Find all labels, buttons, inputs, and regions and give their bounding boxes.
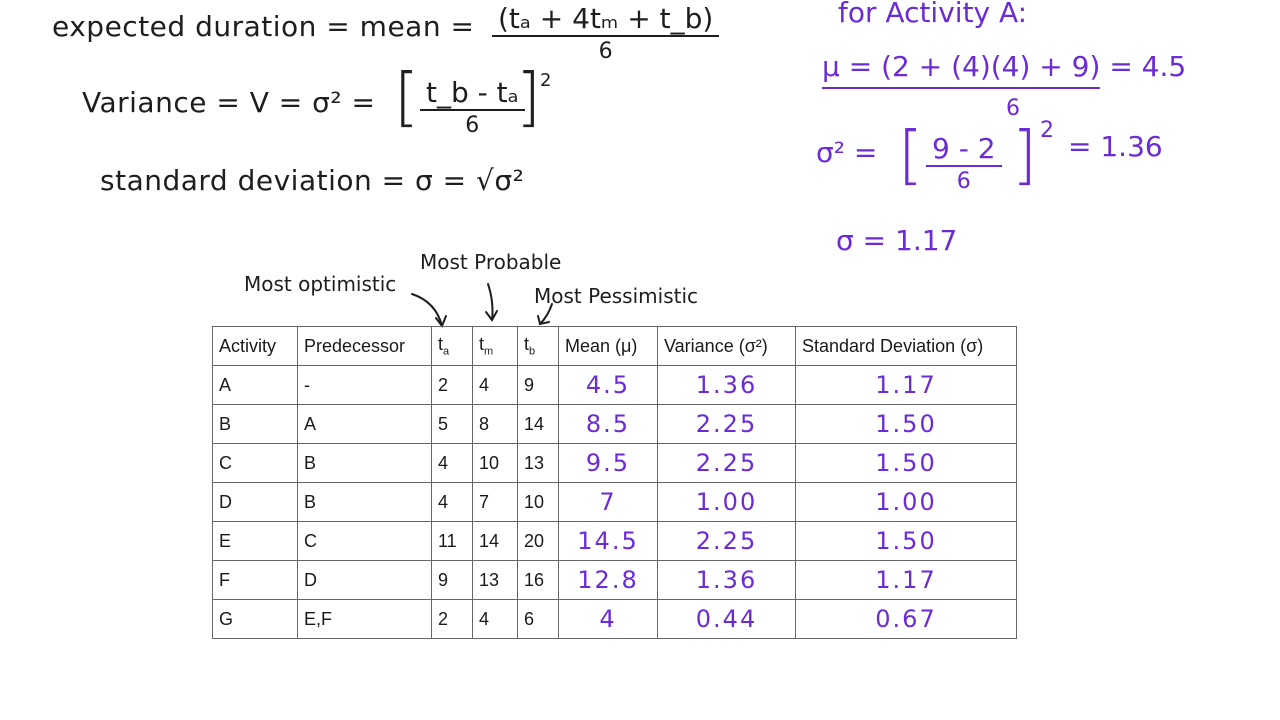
cell-predecessor: A [298, 405, 432, 444]
table-row [213, 561, 1017, 600]
header-sd: Standard Deviation (σ) [796, 327, 1017, 366]
cell-mean: 12.8 [559, 561, 658, 600]
header-tb: $t_b$ [518, 327, 559, 366]
example-variance-numerator: 9 - 2 [926, 132, 1002, 167]
cell-sd: 1.50 [796, 444, 1017, 483]
example-variance-denominator: 6 [956, 169, 971, 194]
example-mu-denominator: 6 [1006, 96, 1020, 121]
header-activity: Activity [213, 327, 298, 366]
header-variance: Variance (σ²) [658, 327, 796, 366]
example-variance-result: = 1.36 [1068, 130, 1163, 163]
cell-tm: 8 [473, 405, 518, 444]
example-variance-exponent: 2 [1040, 118, 1054, 143]
cell-activity: E [213, 522, 298, 561]
cell-ta: 2 [432, 366, 473, 405]
cell-variance: 1.36 [658, 561, 796, 600]
header-predecessor: Predecessor [298, 327, 432, 366]
cell-variance: 2.25 [658, 405, 796, 444]
table-row [213, 366, 1017, 405]
cell-sd: 1.50 [796, 405, 1017, 444]
cell-sd: 1.00 [796, 483, 1017, 522]
table-header-row [213, 327, 1017, 366]
cell-mean: 9.5 [559, 444, 658, 483]
example-left-bracket: [ [898, 119, 923, 193]
header-mean: Mean (μ) [559, 327, 658, 366]
cell-variance: 2.25 [658, 444, 796, 483]
table-row [213, 522, 1017, 561]
annotation-most-pessimistic: Most Pessimistic [534, 284, 699, 308]
cell-activity: G [213, 600, 298, 639]
cell-activity: A [213, 366, 298, 405]
cell-variance: 0.44 [658, 600, 796, 639]
cell-activity: C [213, 444, 298, 483]
variance-formula-numerator: t_b - tₐ [420, 76, 525, 111]
cell-tb: 16 [518, 561, 559, 600]
example-variance-lhs: σ² = [816, 136, 878, 169]
cell-predecessor: C [298, 522, 432, 561]
cell-mean: 14.5 [559, 522, 658, 561]
cell-predecessor: B [298, 444, 432, 483]
table-row [213, 405, 1017, 444]
sd-formula: standard deviation = σ = √σ² [100, 164, 525, 197]
mean-formula-denominator: 6 [598, 39, 613, 64]
cell-mean: 8.5 [559, 405, 658, 444]
cell-tm: 13 [473, 561, 518, 600]
cell-ta: 4 [432, 444, 473, 483]
annotation-most-probable: Most Probable [420, 250, 562, 274]
cell-ta: 4 [432, 483, 473, 522]
cell-tb: 13 [518, 444, 559, 483]
example-mu-result: = 4.5 [1109, 50, 1187, 83]
cell-activity: B [213, 405, 298, 444]
cell-tb: 6 [518, 600, 559, 639]
example-right-bracket: ] [1012, 119, 1037, 193]
cell-tm: 4 [473, 600, 518, 639]
cell-predecessor: - [298, 366, 432, 405]
cell-ta: 2 [432, 600, 473, 639]
cell-variance: 2.25 [658, 522, 796, 561]
cell-mean: 7 [559, 483, 658, 522]
cell-tm: 14 [473, 522, 518, 561]
mean-formula-lhs: expected duration = mean = [52, 10, 475, 43]
variance-exponent: 2 [540, 70, 552, 91]
arrow-pessimistic [540, 304, 552, 324]
table-row [213, 483, 1017, 522]
activity-table [212, 326, 1017, 639]
cell-tb: 20 [518, 522, 559, 561]
cell-activity: D [213, 483, 298, 522]
table-row [213, 444, 1017, 483]
variance-formula-denominator: 6 [465, 113, 480, 138]
cell-predecessor: B [298, 483, 432, 522]
cell-mean: 4.5 [559, 366, 658, 405]
example-sd: σ = 1.17 [836, 224, 958, 257]
table-row [213, 600, 1017, 639]
cell-predecessor: E,F [298, 600, 432, 639]
variance-right-bracket: ] [516, 61, 541, 135]
cell-tm: 7 [473, 483, 518, 522]
cell-tb: 10 [518, 483, 559, 522]
cell-tm: 10 [473, 444, 518, 483]
cell-sd: 0.67 [796, 600, 1017, 639]
cell-activity: F [213, 561, 298, 600]
cell-ta: 9 [432, 561, 473, 600]
header-tm: $t_m$ [473, 327, 518, 366]
annotation-most-optimistic: Most optimistic [244, 272, 397, 296]
variance-left-bracket: [ [394, 61, 419, 135]
cell-tb: 9 [518, 366, 559, 405]
example-title: for Activity A: [838, 0, 1028, 29]
cell-predecessor: D [298, 561, 432, 600]
cell-sd: 1.17 [796, 561, 1017, 600]
variance-formula-lhs: Variance = V = σ² = [82, 86, 376, 119]
cell-sd: 1.50 [796, 522, 1017, 561]
header-ta: $t_a$ [432, 327, 473, 366]
mean-formula-numerator: (tₐ + 4tₘ + t_b) [492, 2, 719, 37]
cell-tb: 14 [518, 405, 559, 444]
cell-ta: 5 [432, 405, 473, 444]
cell-tm: 4 [473, 366, 518, 405]
cell-mean: 4 [559, 600, 658, 639]
cell-variance: 1.00 [658, 483, 796, 522]
cell-variance: 1.36 [658, 366, 796, 405]
example-mu-numerator: μ = (2 + (4)(4) + 9) [822, 50, 1100, 89]
cell-ta: 11 [432, 522, 473, 561]
cell-sd: 1.17 [796, 366, 1017, 405]
